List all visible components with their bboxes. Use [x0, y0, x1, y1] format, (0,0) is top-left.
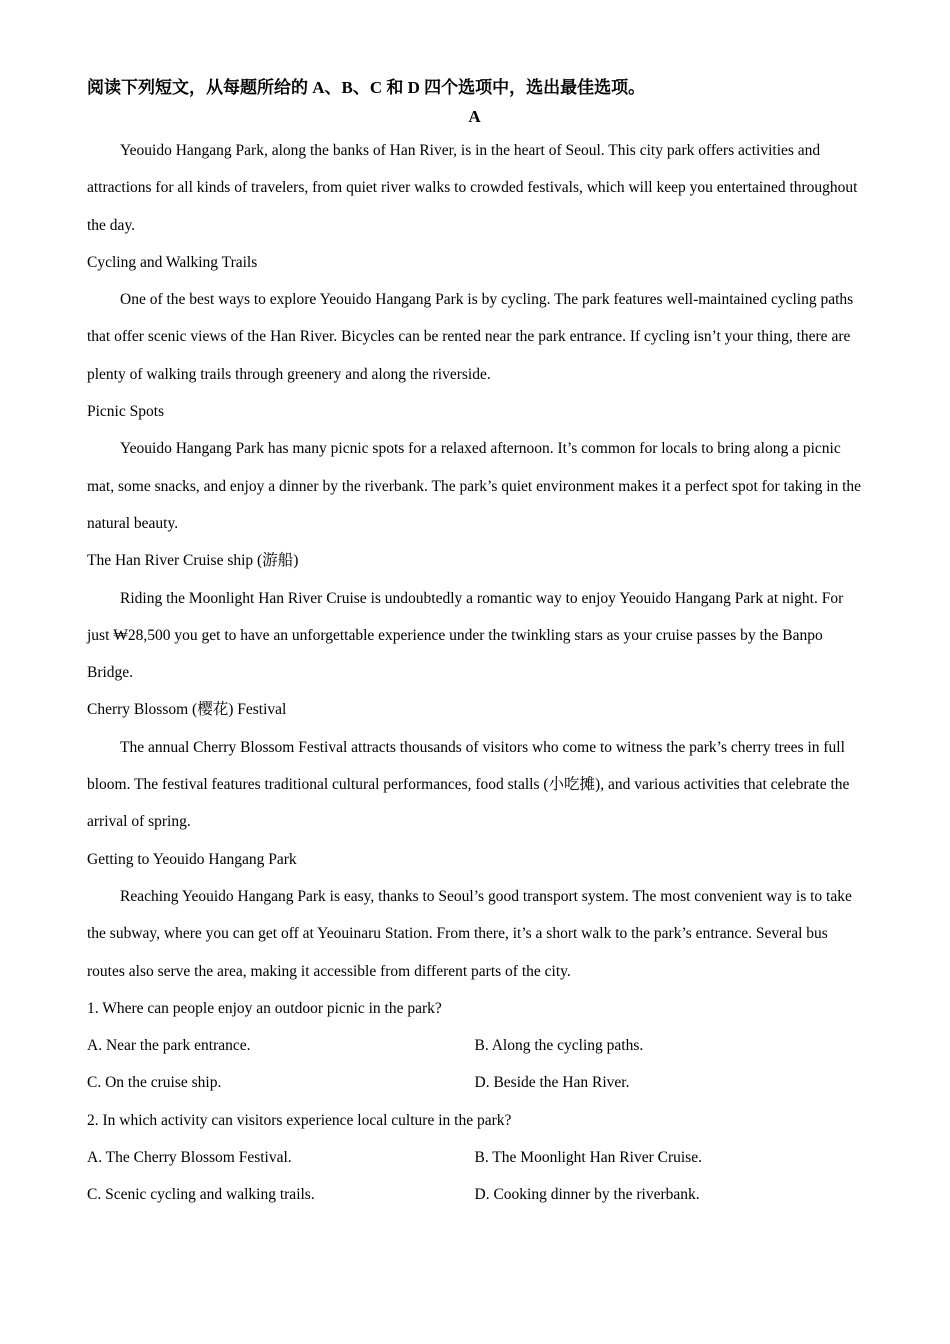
- question-2-option-b[interactable]: B. The Moonlight Han River Cruise.: [474, 1149, 702, 1167]
- question-2-option-a[interactable]: A. The Cherry Blossom Festival.: [87, 1149, 292, 1167]
- section-body-cruise: Riding the Moonlight Han River Cruise is undoubtedly a romantic way to enjoy Yeouido Hangang Park at night. For just ₩28,500 you get to have an unforgettable experience under the twinkling stars as your cruise passes by the Banpo Bridge.: [87, 589, 844, 682]
- question-2-stem: 2. In which activity can visitors experience local culture in the park?: [87, 1111, 512, 1129]
- question-2-options-row-2: [87, 1176, 862, 1213]
- question-2-options-row-1: [87, 1139, 862, 1176]
- section-heading-picnic: Picnic Spots: [87, 403, 165, 421]
- question-1-option-c[interactable]: C. On the cruise ship.: [87, 1074, 222, 1092]
- question-2-option-c[interactable]: C. Scenic cycling and walking trails.: [87, 1186, 315, 1204]
- question-1-options-row-2: [87, 1064, 862, 1101]
- question-2-option-d[interactable]: D. Cooking dinner by the riverbank.: [474, 1186, 700, 1204]
- question-1-option-a[interactable]: A. Near the park entrance.: [87, 1037, 251, 1055]
- section-body-cycling: One of the best ways to explore Yeouido Hangang Park is by cycling. The park features well-maintained cycling paths that offer scenic views of the Han River. Bicycles can be rented near the park entrance. If cycling isn’t your thing, there are plenty of walking trails through greenery and along the riverside.: [87, 291, 854, 383]
- document-page: [87, 74, 862, 1214]
- section-body-picnic: Yeouido Hangang Park has many picnic spots for a relaxed afternoon. It’s common for locals to bring along a picnic mat, some snacks, and enjoy a dinner by the riverbank. The park’s quiet environment makes it a perfect spot for taking in the natural beauty.: [87, 440, 862, 532]
- question-1-option-d[interactable]: D. Beside the Han River.: [474, 1074, 630, 1092]
- section-heading-cycling: Cycling and Walking Trails: [87, 253, 258, 271]
- section-heading-festival: Cherry Blossom (樱花) Festival: [87, 701, 287, 719]
- question-1-stem: 1. Where can people enjoy an outdoor picnic in the park?: [87, 999, 442, 1017]
- section-heading-cruise: The Han River Cruise ship (游船): [87, 552, 299, 570]
- instructions: 阅读下列短文，从每题所给的 A、B、C 和 D 四个选项中，选出最佳选项。: [87, 78, 646, 97]
- section-heading-getting-there: Getting to Yeouido Hangang Park: [87, 850, 297, 868]
- question-1-option-b[interactable]: B. Along the cycling paths.: [474, 1037, 644, 1055]
- section-letter: A: [468, 107, 481, 126]
- question-1-options-row-1: [87, 1027, 862, 1064]
- section-body-getting-there: Reaching Yeouido Hangang Park is easy, thanks to Seoul’s good transport system. The most convenient way is to take the subway, where you can get off at Yeouinaru Station. From there, it’s a short walk to the park’s entrance. Several bus routes also serve the area, making it accessible from different parts of the city.: [87, 887, 852, 980]
- intro-paragraph: Yeouido Hangang Park, along the banks of Han River, is in the heart of Seoul. This city park offers activities and attractions for all kinds of travelers, from quiet river walks to crowded festivals, which will keep you entertained throughout the day.: [87, 142, 858, 234]
- section-body-festival: The annual Cherry Blossom Festival attracts thousands of visitors who come to witness the park’s cherry trees in full bloom. The festival features traditional cultural performances, food stalls (小吃摊), and various activities that celebrate the arrival of spring.: [87, 738, 850, 831]
